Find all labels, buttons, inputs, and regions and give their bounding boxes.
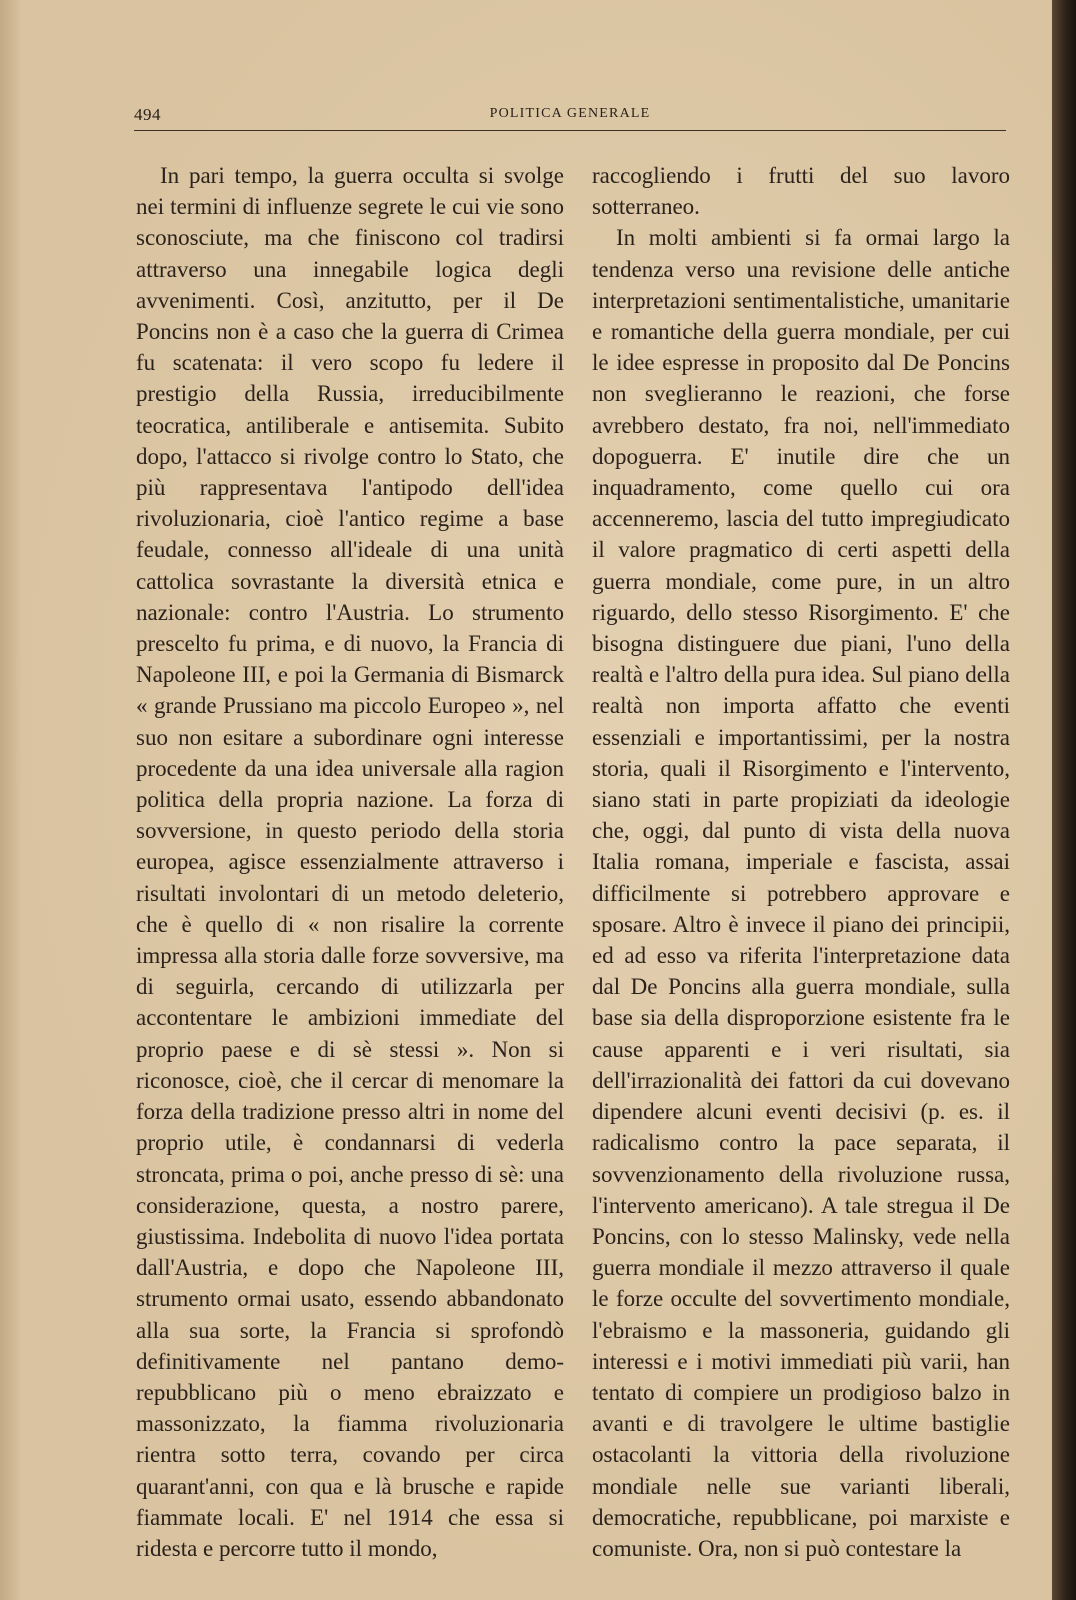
text-column-right: [592, 160, 1010, 1564]
running-title: POLITICA GENERALE: [489, 106, 651, 121]
page-number: 494: [134, 105, 161, 124]
book-edge: [1052, 0, 1076, 1600]
paragraph-continuation: raccogliendo i frutti del suo lavoro sotterraneo.: [592, 163, 1010, 220]
text-column-left: In pari tempo, la guerra occulta si svolge nei termini di influenze segrete le cui vie sono sconosciute, ma che finiscono col tradirsi attraverso una innegabile logica degli avvenimenti. Così, anzitutto, per il De Poncins non è a caso che la guerra di Crimea fu scatenata: il vero scopo fu ledere il prestigio della Russia, irreducibilmente teocratica, antiliberale e antisemita. Subito dopo, l'attacco si rivolge contro lo Stato, che più rappresentava l'antipodo dell'idea rivoluzionaria, cioè l'antico regime a base feudale, connesso all'ideale di una unità cattolica sovrastante la diversità etnica e nazionale: contro l'Austria. Lo strumento prescelto fu prima, e di nuovo, la Francia di Napoleone III, e poi la Germania di Bismarck « grande Prussiano ma piccolo Europeo », nel suo non esitare a subordinare ogni interesse procedente da una idea universale alla ragion politica della propria nazione. La forza di sovversione, in questo periodo della storia europea, agisce essenzialmente attraverso i risultati involontari di un metodo deleterio, che è quello di « non risalire la corrente impressa alla storia dalle forze sovversive, ma di seguirla, cercando di utilizzarla per accontentare le ambizioni immediate del proprio paese e di sè stessi ». Non si riconosce, cioè, che il cercar di menomare la forza della tradizione presso altri in nome del proprio utile, è condannarsi di vederla stroncata, prima o poi, anche presso di sè: una considerazione, questa, a nostro parere, giustissima. Indebolita di nuovo l'idea portata dall'Austria, e dopo che Napoleone III, strumento ormai usato, essendo abbandonato alla sua sorte, la Francia si sprofondò definitivamente nel pantano demo-repubblicano più o meno ebraizzato e massonizzato, la fiamma rivoluzionaria rientra sotto terra, covando per circa quarant'anni, con qua e là brusche e rapide fiammate locali. E' nel 1914 che essa si ridesta e percorre tutto il mondo,: [136, 163, 564, 1561]
page-header: [134, 96, 1006, 131]
paragraph: In molti ambienti si fa ormai largo la tendenza verso una revisione delle antiche interpretazioni sentimentalistiche, umanitarie e romantiche della guerra mondiale, per cui le idee espresse in proposito dal De Poncins non sveglieranno le reazioni, che forse avrebbero destato, fra noi, nell'immediato dopoguerra. E' inutile dire che un inquadramento, come quello cui ora accenneremo, lascia del tutto impregiudicato il valore pragmatico di certi aspetti della guerra mondiale, come pure, in un altro riguardo, dello stesso Risorgimento. E' che bisogna distinguere due piani, l'uno della realtà e l'altro della pura idea. Sul piano della realtà non importa affatto che eventi essenziali e importantissimi, per la nostra storia, quali il Risorgimento e l'intervento, siano stati in parte propiziati da ideologie che, oggi, dal punto di vista della nuova Italia romana, imperiale e fascista, assai difficilmente si potrebbero approvare e sposare. Altro è invece il piano dei principii, ed ad esso va riferita l'interpretazione data dal De Poncins alla guerra mondiale, sulla base sia della disproporzione esistente fra le cause apparenti e i veri risultati, sia dell'irrazionalità dei fattori da cui dovevano dipendere alcuni eventi decisivi (p. es. il radicalismo contro la pace separata, il sovvenzionamento della rivoluzione russa, l'intervento americano). A tale stregua il De Poncins, con lo stesso Malinsky, vede nella guerra mondiale il mezzo attraverso il quale le forze occulte del sovvertimento mondiale, l'ebraismo e la massoneria, guidando gli interessi e i motivi immediati più varii, han tentato di compiere un prodigioso balzo in avanti e di travolgere le ultime bastiglie ostacolanti la vittoria della rivoluzione mondiale nelle sue varianti liberali, democratiche, repubblicane, poi marxiste e comuniste. Ora, non si può contestare la: [592, 225, 1010, 1561]
